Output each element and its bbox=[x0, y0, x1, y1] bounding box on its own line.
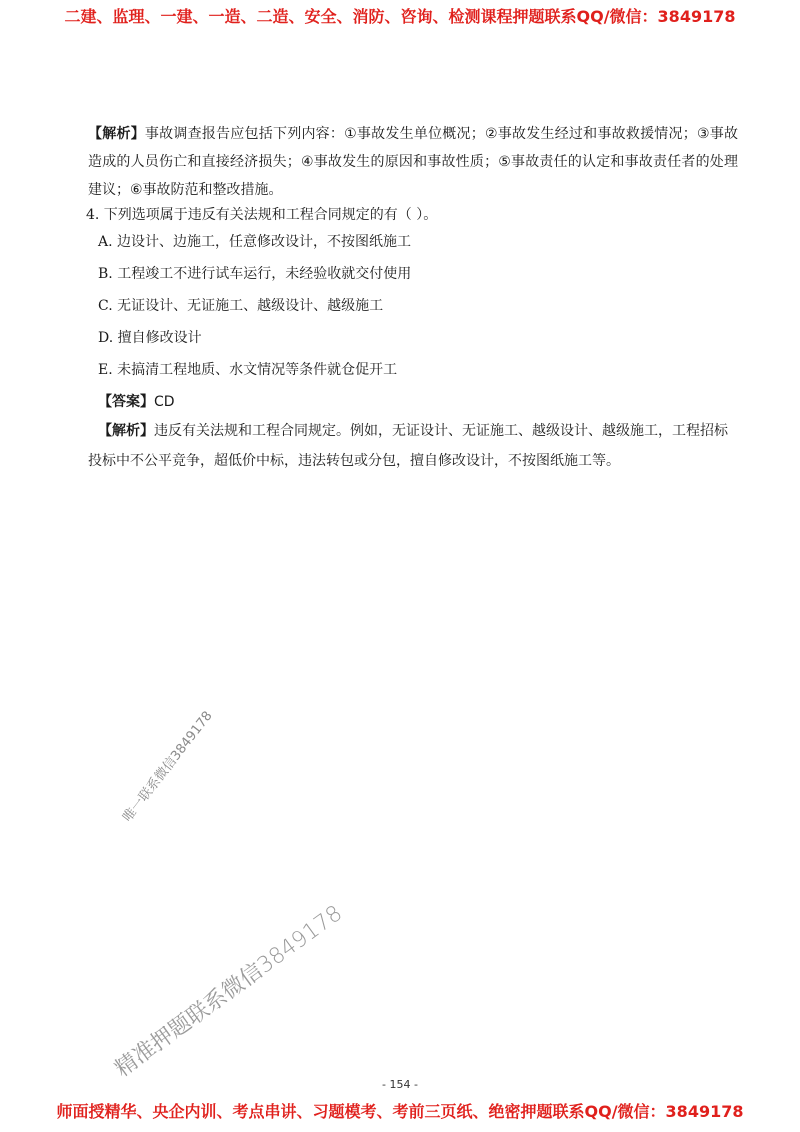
option-letter: E. bbox=[98, 362, 113, 378]
option-text: 工程竣工不进行试车运行，未经验收就交付使用 bbox=[117, 266, 412, 282]
answer bbox=[98, 388, 738, 416]
option-e bbox=[98, 354, 738, 386]
option-letter: A. bbox=[98, 234, 113, 250]
explanation-text: 违反有关法规和工程合同规定。例如，无证设计、无证施工、越级设计、越级施工，工程招标投标中不公平竞争，超低价中标，违法转包或分包，擅自修改设计，不按图纸施工等。 bbox=[88, 423, 728, 469]
footer-banner: 师面授精华、央企内训、考点串讲、习题模考、考前三页纸、绝密押题联系QQ/微信：3849178 bbox=[56, 1102, 744, 1121]
option-text: 未搞清工程地质、水文情况等条件就仓促开工 bbox=[117, 362, 398, 378]
option-letter: D. bbox=[98, 330, 114, 346]
answer-value: CD bbox=[154, 394, 175, 410]
explanation-label: 【解析】 bbox=[98, 423, 154, 439]
option-letter: C. bbox=[98, 298, 113, 314]
option-b bbox=[98, 258, 738, 290]
option-text: 边设计、边施工，任意修改设计，不按图纸施工 bbox=[117, 234, 412, 250]
option-letter: B. bbox=[98, 266, 113, 282]
explanation-text: 事故调查报告应包括下列内容：①事故发生单位概况；②事故发生经过和事故救援情况；③事故造成的人员伤亡和直接经济损失；④事故发生的原因和事故性质；⑤事故责任的认定和事故责任者的处理建议；⑥事故防范和整改措施。 bbox=[88, 126, 738, 198]
previous-explanation bbox=[88, 120, 738, 204]
page-content bbox=[88, 120, 738, 476]
watermark-small: 唯一联系微信3849178 bbox=[120, 708, 216, 825]
question-stem: 4. 下列选项属于违反有关法规和工程合同规定的有（ ）。 bbox=[86, 207, 438, 223]
watermark-large: 精准押题联系微信3849178 bbox=[110, 900, 348, 1083]
page-number: - 154 - bbox=[382, 1078, 418, 1091]
header-banner: 二建、监理、一建、一造、二造、安全、消防、咨询、检测课程押题联系QQ/微信：3849178 bbox=[64, 7, 736, 26]
option-text: 无证设计、无证施工、越级设计、越级施工 bbox=[117, 298, 384, 314]
option-d bbox=[98, 322, 738, 354]
explanation-label: 【解析】 bbox=[88, 126, 145, 142]
option-c bbox=[98, 290, 738, 322]
answer-label: 【答案】 bbox=[98, 394, 154, 410]
option-text: 擅自修改设计 bbox=[117, 330, 202, 346]
question-explanation bbox=[88, 416, 738, 476]
option-a bbox=[98, 226, 738, 258]
